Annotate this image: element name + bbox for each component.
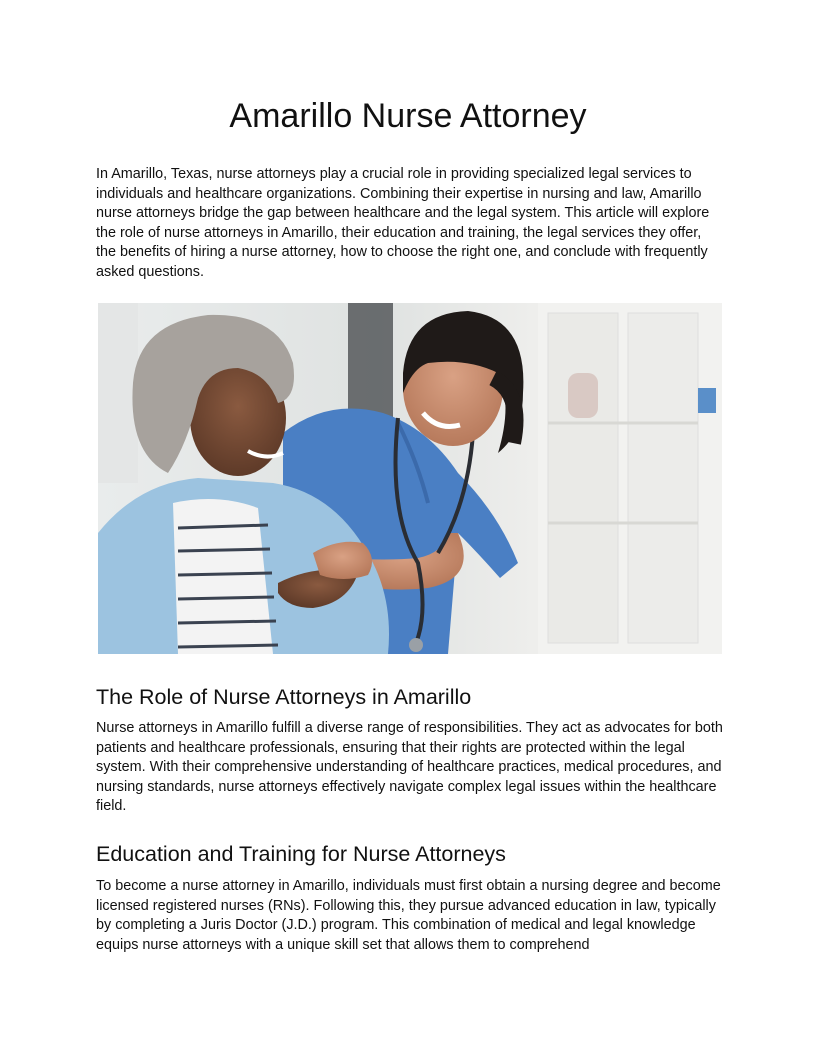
section-body-education: To become a nurse attorney in Amarillo, individuals must first obtain a nursing degree and become licensed registered nurses (RNs). Following this, they pursue advanced education in law, typically by completing a Juris Doctor (J.D.) program. This combination of medical and legal knowledge equips nurse attorneys with a unique skill set that allows them to comprehend: [96, 878, 721, 953]
section-heading-education: Education and Training for Nurse Attorneys: [96, 842, 506, 866]
page-title: Amarillo Nurse Attorney: [229, 97, 587, 135]
intro-paragraph: In Amarillo, Texas, nurse attorneys play a crucial role in providing specialized legal services to individuals and healthcare organizations. Combining their expertise in nursing and law, Amarillo nurse attorneys bridge the gap between healthcare and the legal system. This article will explore the role of nurse attorneys in Amarillo, their education and training, the legal services they offer, the benefits of hiring a nurse attorney, how to choose the right one, and conclude with frequently asked questions.: [96, 166, 710, 280]
nurse-with-patient-photo: [98, 303, 722, 654]
section-heading-role: The Role of Nurse Attorneys in Amarillo: [96, 685, 472, 709]
section-body-role: Nurse attorneys in Amarillo fulfill a diverse range of responsibilities. They act as advocates for both patients and healthcare professionals, ensuring that their rights are protected within the legal system. With their comprehensive understanding of healthcare practices, medical procedures, and nursing standards, nurse attorneys effectively navigate complex legal issues within the healthcare field.: [96, 720, 723, 814]
